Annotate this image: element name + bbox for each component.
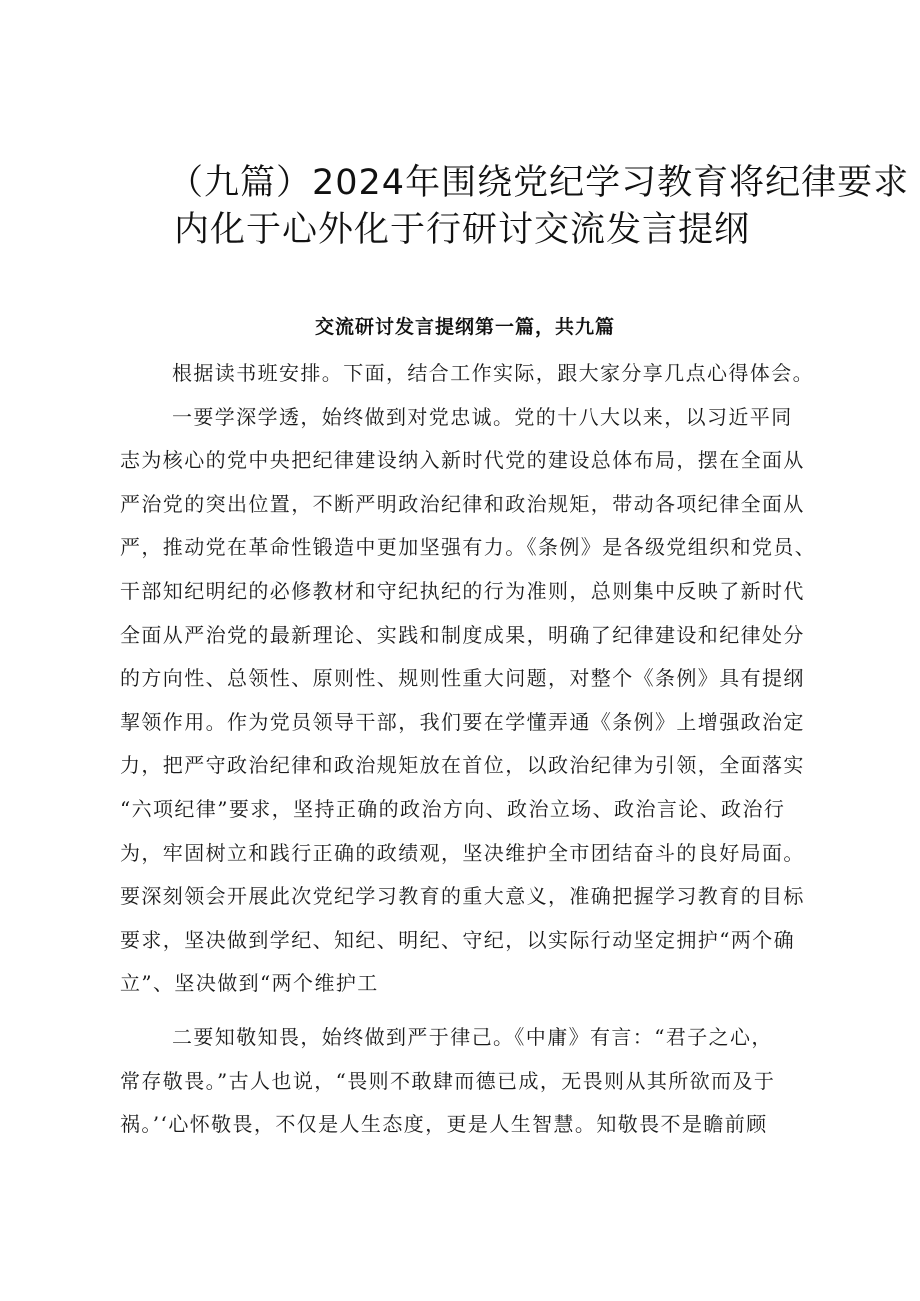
paragraph-2-line-14: 立”、坚决做到“两个维护工 (120, 971, 379, 996)
paragraph-2-line-5: 干部知纪明纪的必修教材和守纪执纪的行为准则，总则集中反映了新时代 (120, 578, 805, 603)
paragraph-2-line-10: “六项纪律”要求，坚持正确的政治方向、政治立场、政治言论、政治行 (120, 796, 786, 821)
paragraph-2-line-13: 要求，坚决做到学纪、知纪、明纪、守纪，以实际行动坚定拥护“两个确 (120, 927, 796, 952)
paragraph-2-line-6: 全面从严治党的最新理论、实践和制度成果，明确了纪律建设和纪律处分 (120, 622, 805, 647)
document-title (168, 160, 910, 254)
paragraph-1-line-1: 根据读书班安排。下面，结合工作实际，跟大家分享几点心得体会。 (172, 361, 814, 385)
paragraph-spacer (120, 1006, 820, 1016)
paragraph-2-line-11: 为，牢固树立和践行正确的政绩观，坚决维护全市团结奋斗的良好局面。 (120, 840, 805, 865)
paragraph-3-line-3: 祸。’‘心怀敬畏，不仅是人生态度，更是人生智慧。知敬畏不是瞻前顾 (120, 1112, 768, 1137)
paragraph-2-line-12: 要深刻领会开展此次党纪学习教育的重大意义，准确把握学习教育的目标 (120, 884, 805, 909)
paragraph-2-line-7: 的方向性、总领性、原则性、规则性重大问题，对整个《条例》具有提纲 (120, 666, 805, 691)
paragraph-2-line-9: 力，把严守政治纪律和政治规矩放在首位，以政治纪律为引领，全面落实 (120, 753, 805, 778)
paragraph-2-line-8: 挈领作用。作为党员领导干部，我们要在学懂弄通《条例》上增强政治定 (120, 709, 805, 734)
paragraph-2-line-3: 严治党的突出位置，不断严明政治纪律和政治规矩，带动各项纪律全面从 (120, 491, 805, 516)
paragraph-2-line-4: 严，推动党在革命性锻造中更加坚强有力。《条例》是各级党组织和党员、 (120, 535, 817, 560)
paragraph-2-line-2: 志为核心的党中央把纪律建设纳入新时代党的建设总体布局，摆在全面从 (120, 448, 805, 473)
paragraph-3-line-2: 常存敬畏。”古人也说，“畏则不敢肆而德已成，无畏则从其所欲而及于 (120, 1068, 776, 1093)
paragraph-2-line-1: 一要学深学透，始终做到对党忠诚。党的十八大以来，以习近平同 (172, 404, 793, 429)
title-line-2: 内化于心外化于行研讨交流发言提纲 (174, 210, 751, 250)
paragraph-3-line-1: 二要知敬知畏，始终做到严于律己。《中庸》有言：“君子之心， (172, 1024, 773, 1049)
title-line-1: （九篇）2024年围绕党纪学习教育将纪律要求 (168, 163, 910, 203)
document-body (120, 352, 820, 1147)
section-subheading: 交流研讨发言提纲第一篇，共九篇 (314, 316, 615, 338)
